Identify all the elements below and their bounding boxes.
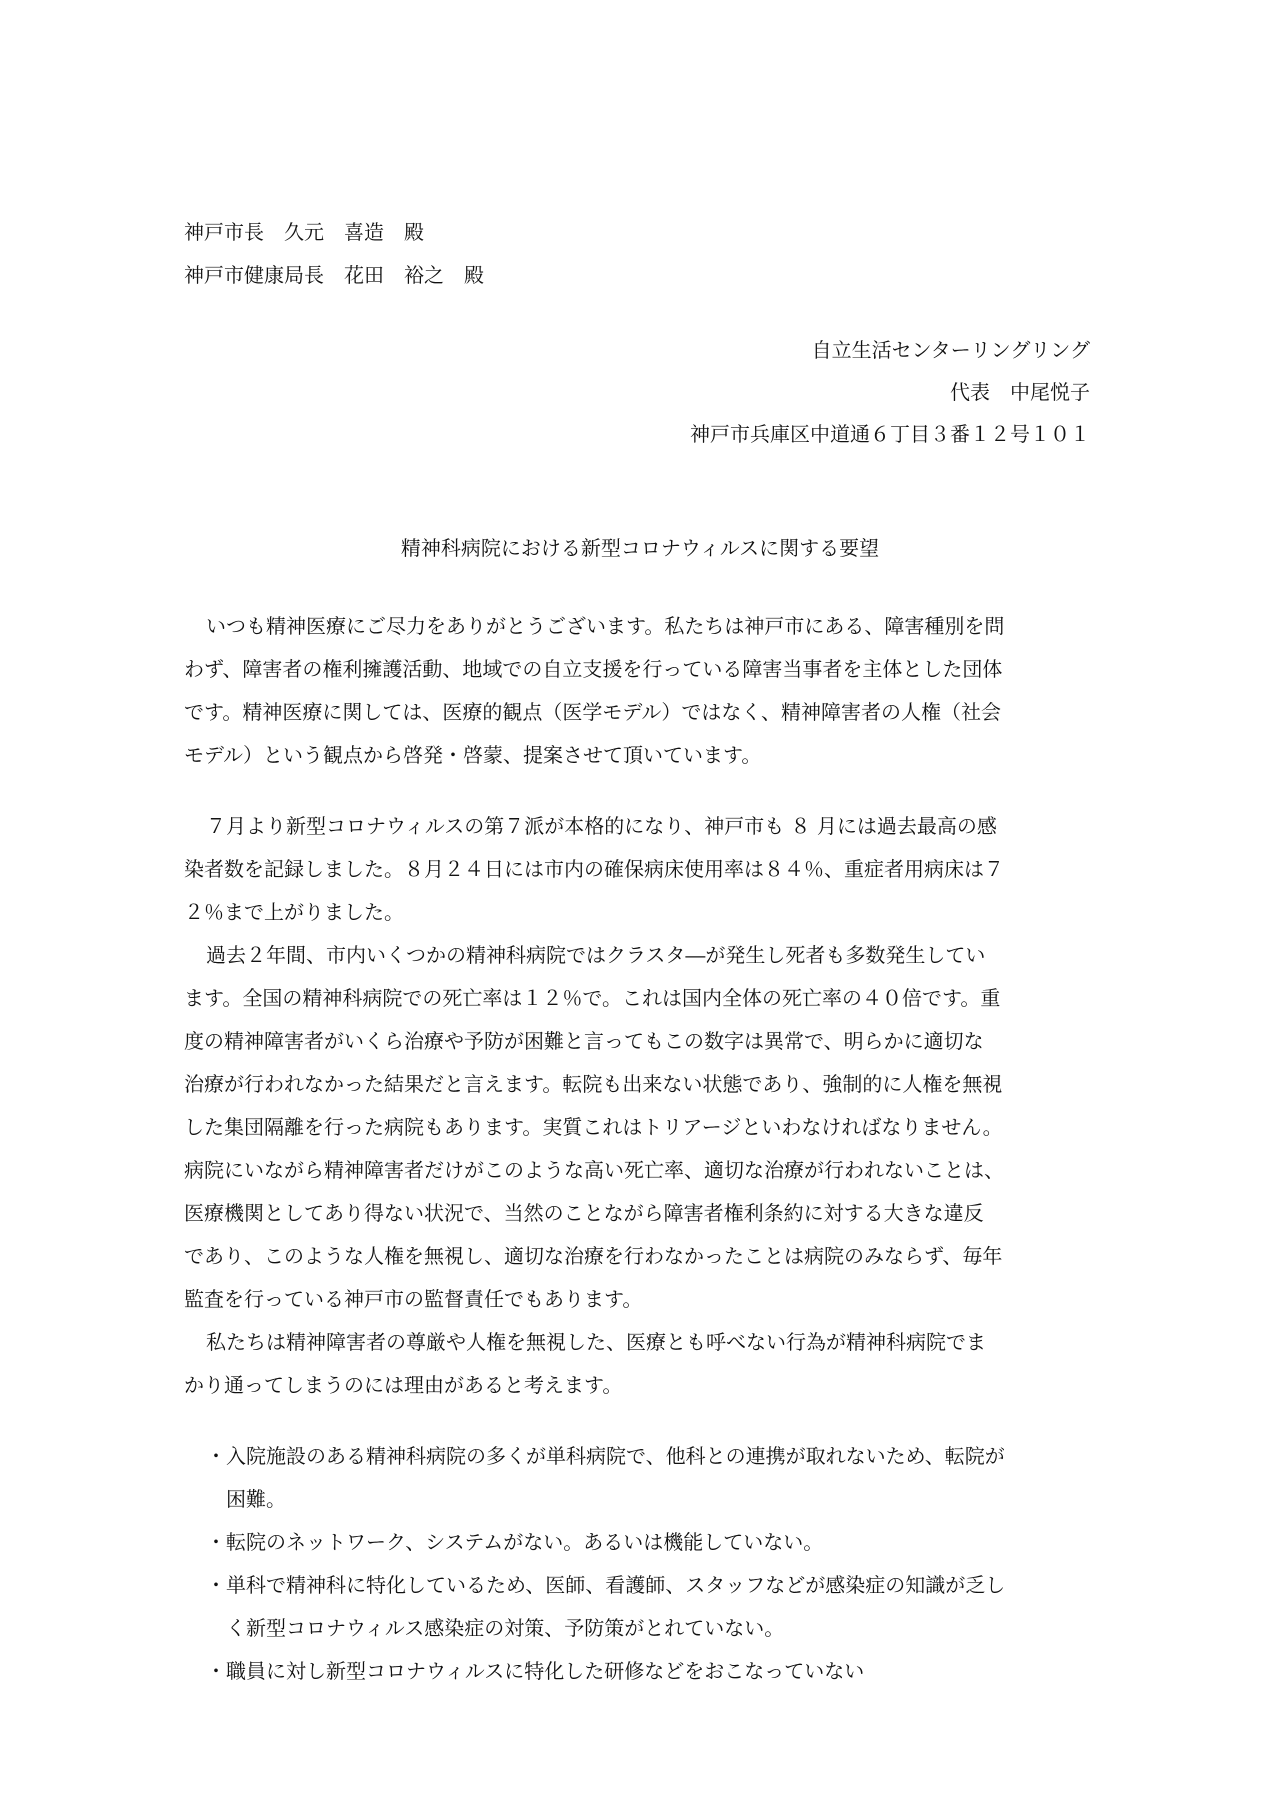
paragraph3-line: であり、このような人権を無視し、適切な治療を行わなかったことは病院のみならず、毎年 (184, 1244, 1003, 1268)
paragraph1-line: いつも精神医療にご尽力をありがとうございます。私たちは神戸市にある、障害種別を問 (206, 614, 1005, 638)
paragraph3-line: ます。全国の精神科病院での死亡率は１２％で。これは国内全体の死亡率の４０倍です。重 (184, 986, 1001, 1010)
sender-organization: 自立生活センターリングリング (811, 338, 1090, 362)
bullet-item: ・職員に対し新型コロナウィルスに特化した研修などをおこなっていない (206, 1659, 865, 1683)
paragraph3-line: した集団隔離を行った病院もあります。実質これはトリアージといわなければなりません。 (184, 1115, 1003, 1139)
paragraph3-line: 病院にいながら精神障害者だけがこのような高い死亡率、適切な治療が行われないことは、 (184, 1158, 1004, 1182)
paragraph4-line: 私たちは精神障害者の尊厳や人権を無視した、医療とも呼べない行為が精神科病院でま (206, 1330, 986, 1354)
document-subject: 精神科病院における新型コロナウィルスに関する要望 (400, 536, 880, 560)
addressee-mayor: 神戸市長 久元 喜造 殿 (184, 220, 424, 244)
paragraph3-line: 度の精神障害者がいくら治療や予防が困難と言ってもこの数字は異常で、明らかに適切な (184, 1029, 984, 1053)
bullet-item-continuation: 困難。 (206, 1487, 286, 1511)
sender-address: 神戸市兵庫区中道通６丁目３番１２号１０１ (690, 422, 1090, 446)
paragraph3-line: 治療が行われなかった結果だと言えます。転院も出来ない状態であり、強制的に人権を無視 (184, 1072, 1003, 1096)
paragraph1-line: モデル）という観点から啓発・啓蒙、提案させて頂いています。 (184, 743, 762, 767)
paragraph2-line: 染者数を記録しました。８月２４日には市内の確保病床使用率は８４％、重症者用病床は７ (184, 857, 1004, 881)
bullet-item: ・転院のネットワーク、システムがない。あるいは機能していない。 (206, 1530, 824, 1554)
addressee-health-director: 神戸市健康局長 花田 裕之 殿 (184, 263, 484, 287)
paragraph3-line: 医療機関としてあり得ない状況で、当然のことながら障害者権利条約に対する大きな違反 (184, 1201, 984, 1225)
paragraph2-line: ２％まで上がりました。 (184, 900, 404, 924)
bullet-item: ・単科で精神科に特化しているため、医師、看護師、スタッフなどが感染症の知識が乏し (206, 1573, 1006, 1597)
paragraph4-line: かり通ってしまうのには理由があると考えます。 (184, 1373, 623, 1397)
paragraph2-line: ７月より新型コロナウィルスの第７派が本格的になり、神戸市も ８ 月には過去最高の感 (206, 814, 997, 838)
paragraph3-line: 過去２年間、市内いくつかの精神科病院ではクラスタ―が発生し死者も多数発生してい (206, 943, 986, 967)
paragraph3-line: 監査を行っている神戸市の監督責任でもあります。 (184, 1287, 643, 1311)
paragraph1-line: です。精神医療に関しては、医療的観点（医学モデル）ではなく、精神障害者の人権（社会 (184, 700, 1001, 724)
paragraph1-line: わず、障害者の権利擁護活動、地域での自立支援を行っている障害当事者を主体とした団体 (184, 657, 1003, 681)
bullet-item-continuation: く新型コロナウィルス感染症の対策、予防策がとれていない。 (206, 1616, 785, 1640)
bullet-item: ・入院施設のある精神科病院の多くが単科病院で、他科との連携が取れないため、転院が (206, 1444, 1005, 1468)
sender-representative: 代表 中尾悦子 (950, 380, 1090, 404)
